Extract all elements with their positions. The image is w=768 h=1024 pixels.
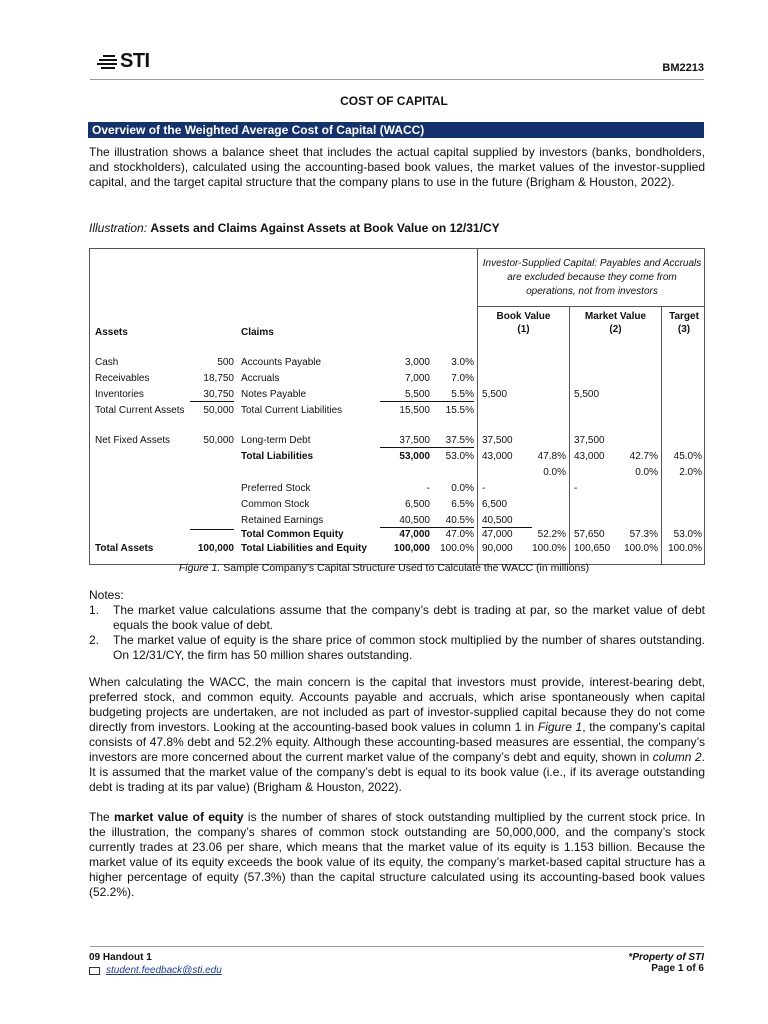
book-value-number: (1) (517, 324, 530, 335)
cell-aval: 50,000 (203, 435, 234, 446)
target-number: (3) (677, 324, 691, 335)
note-item (89, 603, 705, 633)
cell-claim: Total Liabilities (241, 451, 314, 462)
cell-cval: 53,000 (399, 451, 430, 462)
cell-asset: Net Fixed Assets (95, 435, 171, 446)
divider (569, 306, 570, 565)
intro-paragraph: The illustration shows a balance sheet that includes the actual capital supplied by investors (banks, bondholders, and stockholders), calculated using the accounting-based book values, the market values of the investor-supplied capital, and the target capital structure that the company plans to use in the future (Brigham & Houston, 2022). (89, 145, 705, 189)
cell-mv: - (574, 483, 578, 494)
cell-mvp: 57.3% (629, 529, 658, 540)
cell-tg: 45.0% (673, 451, 702, 462)
cell-mvp: 100.0% (624, 543, 658, 554)
cell-cval: 6,500 (404, 499, 430, 510)
sti-logo (97, 50, 150, 73)
feedback-email-link[interactable] (89, 965, 222, 976)
cell-tg: 53.0% (673, 529, 702, 540)
cell-bvp: 100.0% (532, 543, 566, 554)
cell-asset: Receivables (95, 373, 150, 384)
cell-bv: - (482, 483, 486, 494)
cell-claim: Common Stock (241, 499, 310, 510)
envelope-icon (89, 967, 100, 975)
cell-mv: 57,650 (574, 529, 605, 540)
cell-cval: 3,000 (404, 357, 430, 368)
note-number: 1. (89, 603, 100, 617)
cell-aval: 50,000 (203, 405, 234, 416)
cell-bv: 47,000 (482, 529, 513, 540)
cell-aval: 500 (217, 357, 234, 368)
cell-pct: 0.0% (451, 483, 474, 494)
document-code: BM2213 (662, 62, 704, 74)
cell-pct: 53.0% (445, 451, 474, 462)
globe-logo-icon (97, 53, 119, 71)
page-number: Page 1 of 6 (651, 963, 704, 974)
note-item (89, 633, 705, 663)
cell-pct: 15.5% (445, 405, 474, 416)
email-text[interactable]: student.feedback@sti.edu (106, 965, 222, 976)
page-title: COST OF CAPITAL (340, 94, 448, 108)
cell-asset: Cash (95, 357, 119, 368)
illustration-title (89, 221, 500, 235)
note-text: The market value of equity is the share price of common stock multiplied by the number of shares outstanding. On 12/31/CY, the firm has 50 million shares outstanding. (113, 633, 705, 662)
target-header: Target (669, 311, 699, 322)
capital-structure-table (89, 248, 705, 565)
assets-header: Assets (95, 327, 128, 338)
divider (477, 249, 478, 565)
cell-mv: 37,500 (574, 435, 605, 446)
investor-note: Investor-Supplied Capital: Payables and Accruals are excluded because they come from operations, not from investors (482, 258, 702, 297)
cell-bv: 5,500 (482, 389, 508, 400)
market-value-header: Market Value (584, 311, 647, 322)
cell-claim: Notes Payable (241, 389, 307, 400)
handout-label: 09 Handout 1 (89, 952, 152, 963)
cell-pct: 40.5% (430, 515, 474, 528)
paragraph-text: . It is assumed that the market value of the company’s debt is equal to its book value (i.e., if its average outstanding debt is trading at its par value) (Brigham & Houston, 2022). (89, 750, 705, 794)
figure-reference: Figure 1 (537, 720, 583, 734)
cell-aval: 30,750 (190, 389, 234, 402)
cell-asset: Inventories (95, 389, 144, 400)
market-value-number: (2) (609, 324, 622, 335)
figure-caption (0, 562, 768, 574)
cell-mv: 43,000 (574, 451, 605, 462)
wacc-paragraph (89, 675, 705, 795)
cell-bv: 90,000 (482, 543, 513, 554)
cell-claim: Retained Earnings (241, 515, 324, 526)
cell-mvp: 42.7% (629, 451, 658, 462)
cell-claim: Total Common Equity (241, 529, 344, 540)
divider (661, 306, 662, 565)
paragraph-text: is the number of shares of stock outstanding multiplied by the current stock price. In the illustration, the company’s shares of common stock outstanding are 50,000,000, and the company’s stock currently trades at 23.06 per share, which means that the market value of its equity is 1.153 billion. Because the market value of its equity exceeds the book value of its equity, the company’s market-based capital structure has a higher percentage of equity (57.3%) than the capital structure calculated using its accounting-based book values (52.2%). (89, 810, 706, 899)
cell-cval: 100,000 (393, 543, 430, 554)
cell-claim: Accounts Payable (241, 357, 322, 368)
header-divider (90, 79, 704, 80)
cell-bvp: 47.8% (537, 451, 566, 462)
cell-cval: 7,000 (404, 373, 430, 384)
cell-mv: 5,500 (574, 389, 600, 400)
caption-text: Sample Company’s Capital Structure Used to Calculate the WACC (in millions) (223, 562, 590, 574)
cell-pct: 100.0% (440, 543, 474, 554)
cell-cval: 5,500 (380, 389, 430, 402)
footer-divider (90, 946, 704, 947)
cell-claim: Long-term Debt (241, 435, 311, 446)
logo-text: STI (120, 50, 150, 72)
book-value-header: Book Value (496, 311, 551, 322)
cell-bv: 43,000 (482, 451, 513, 462)
cell-mvp: 0.0% (635, 467, 658, 478)
claims-header: Claims (241, 327, 274, 338)
cell-tg: 100.0% (668, 543, 702, 554)
cell-pct: 7.0% (451, 373, 474, 384)
cell-claim: Total Current Liabilities (241, 405, 343, 416)
cell-cval: 15,500 (399, 405, 430, 416)
cell-aval: 18,750 (203, 373, 234, 384)
market-value-paragraph (89, 810, 705, 900)
cell-claim: Total Liabilities and Equity (241, 543, 367, 554)
paragraph-text: , the company’s capital consists of 47.8% debt and 52.2% equity. Although these accounting-based measures are essential, the company’s investors are more concerned about the current market value of the company’s debt and equity, shown in (89, 720, 705, 764)
cell-cval: 40,500 (380, 515, 430, 528)
cell-bv: 6,500 (482, 499, 508, 510)
cell-bv: 37,500 (482, 435, 513, 446)
cell-claim: Preferred Stock (241, 483, 311, 494)
footer-right (628, 952, 704, 974)
illustration-prefix: Illustration: (89, 221, 148, 235)
column-reference: column 2 (652, 750, 702, 764)
note-number: 2. (89, 633, 100, 647)
cell-tg: 2.0% (679, 467, 702, 478)
note-text: The market value calculations assume that the company’s debt is trading at par, so the market value of debt equals the book value of debt. (113, 603, 705, 632)
cell-pct: 3.0% (451, 357, 474, 368)
cell-pct: 47.0% (445, 529, 474, 540)
section-heading: Overview of the Weighted Average Cost of Capital (WACC) (88, 122, 704, 138)
cell-asset: Total Current Assets (95, 405, 185, 416)
cell-claim: Accruals (241, 373, 280, 384)
paragraph-text: When calculating the WACC, the main concern is the capital that investors must provide, interest-bearing debt, preferred stock, and common equity. Accounts payable and accruals, which arise spontaneously when capital budgeting projects are undertaken, are not included as part of investor-supplied capital because they do not come directly from investors. Looking at the accounting-based book values in column 1 in (89, 675, 705, 734)
paragraph-text: The (89, 810, 114, 824)
cell-bvp: 52.2% (537, 529, 566, 540)
cell-mv: 100,650 (574, 543, 611, 554)
cell-cval: 47,000 (399, 529, 430, 540)
cell-pct: 6.5% (451, 499, 474, 510)
cell-cval: - (426, 483, 430, 494)
caption-label: Figure 1. (178, 562, 221, 574)
notes-heading: Notes: (89, 588, 124, 602)
cell-aval: 100,000 (197, 543, 234, 554)
property-label: *Property of STI (628, 952, 704, 963)
cell-pct: 37.5% (430, 435, 474, 448)
divider (477, 306, 705, 307)
cell-cval: 37,500 (380, 435, 430, 448)
cell-asset: Total Assets (95, 543, 154, 554)
illustration-heading: Assets and Claims Against Assets at Book Value on 12/31/CY (150, 221, 500, 235)
cell-bvp: 0.0% (543, 467, 566, 478)
cell-pct: 5.5% (430, 389, 474, 402)
cell-aval (190, 529, 234, 530)
bold-term: market value of equity (113, 810, 244, 824)
cell-bv: 40,500 (482, 515, 532, 528)
